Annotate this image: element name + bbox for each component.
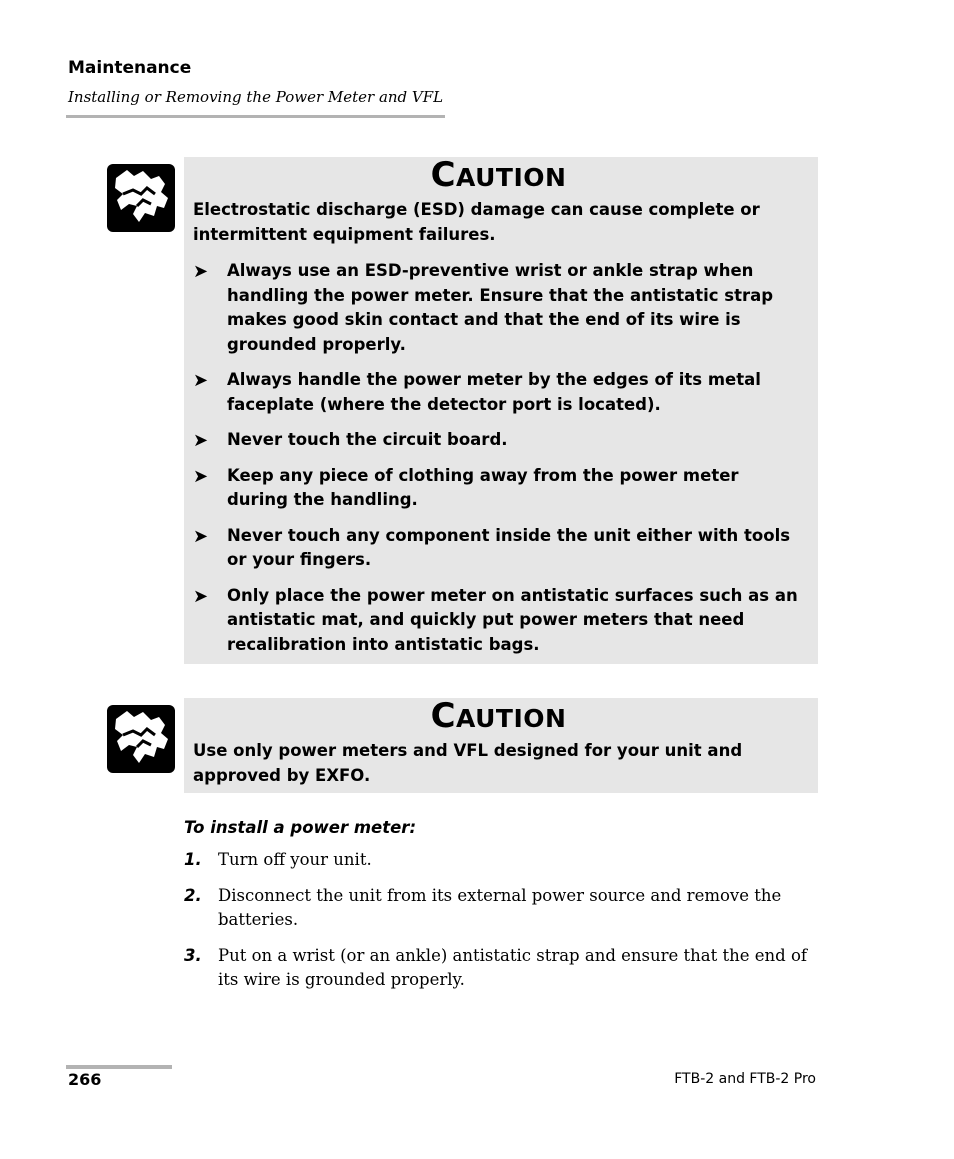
footer-rule <box>66 1065 172 1069</box>
caution-box-esd <box>184 157 818 664</box>
list-item: ➤ Always use an ESD-preventive wrist or ankle strap when handling the power meter. Ensure that the antistatic strap makes good skin contact and that the end of its wire is grounded properly. <box>193 261 774 354</box>
esd-hand-icon <box>107 164 175 232</box>
list-item: ➤ Only place the power meter on antistatic surfaces such as an antistatic mat, and quickly put power meters that need recalibration into antistatic bags. <box>193 585 798 654</box>
arrowhead-bullet-icon: ➤ <box>193 465 209 487</box>
caution-title: CAUTION <box>430 696 567 736</box>
procedure-title: To install a power meter: <box>184 818 417 837</box>
esd-hand-icon <box>107 705 175 773</box>
list-item: 2. Disconnect the unit from its external power source and remove the batteries. <box>184 885 782 929</box>
caution-intro: Use only power meters and VFL designed for your unit and approved by EXFO. <box>193 741 743 785</box>
arrowhead-bullet-icon: ➤ <box>193 585 209 607</box>
caution-bullet-list <box>193 259 804 657</box>
list-item: 3. Put on a wrist (or an ankle) antistatic strap and ensure that the end of its wire is grounded properly. <box>184 945 807 989</box>
arrowhead-bullet-icon: ➤ <box>193 370 209 391</box>
caution-intro: Electrostatic discharge (ESD) damage can cause complete or intermittent equipment failures. <box>193 200 760 244</box>
arrowhead-bullet-icon: ➤ <box>193 430 209 451</box>
list-item: ➤ Keep any piece of clothing away from the power meter during the handling. <box>193 465 739 509</box>
product-name: FTB-2 and FTB-2 Pro <box>674 1071 816 1087</box>
arrowhead-bullet-icon: ➤ <box>193 261 209 282</box>
header-rule <box>66 115 445 118</box>
list-item: ➤ Always handle the power meter by the edges of its metal faceplate (where the detector port is located). <box>193 370 761 414</box>
page-subtitle: Installing or Removing the Power Meter and VFL <box>68 88 444 106</box>
arrowhead-bullet-icon: ➤ <box>193 525 209 547</box>
list-item: ➤ Never touch the circuit board. <box>193 428 804 453</box>
section-title: Maintenance <box>68 58 192 78</box>
page-number: 266 <box>68 1070 102 1089</box>
caution-title: CAUTION <box>430 155 567 195</box>
caution-box-compat <box>184 698 818 793</box>
list-item: ➤ Never touch any component inside the unit either with tools or your fingers. <box>193 525 791 569</box>
list-item: 1. Turn off your unit. <box>184 850 372 869</box>
procedure-steps <box>184 848 814 1004</box>
